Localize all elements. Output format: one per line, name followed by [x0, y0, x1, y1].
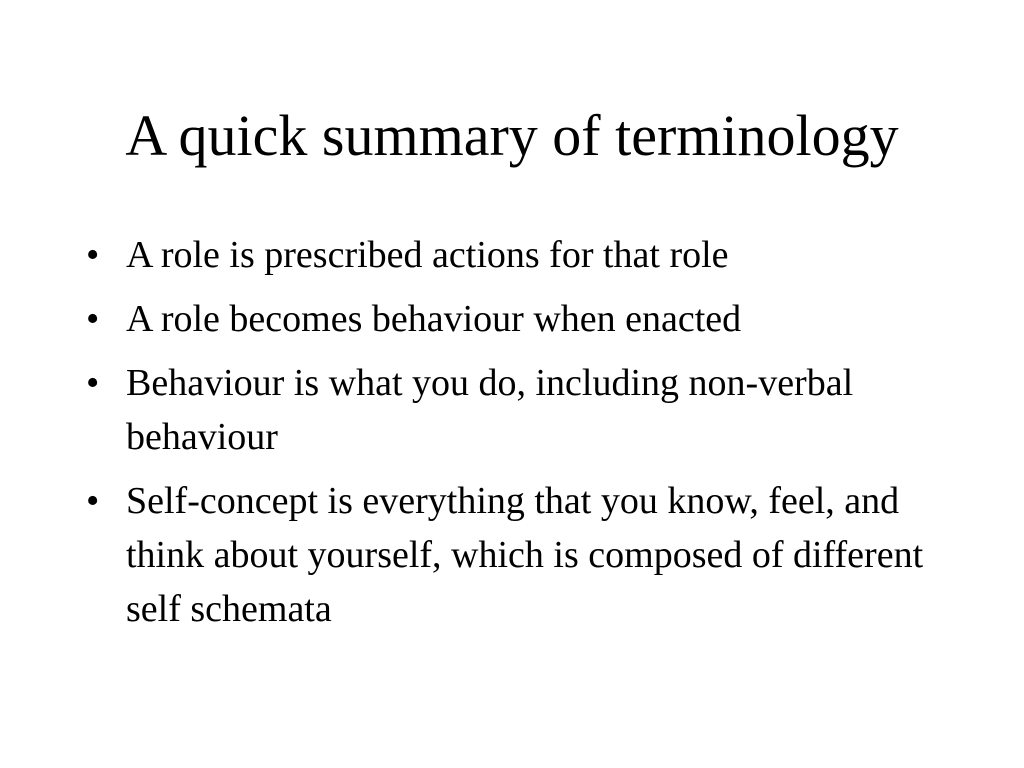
- slide-title: A quick summary of terminology: [125, 103, 899, 168]
- bullet-text: Behaviour is what you do, including non-verbal behaviour: [126, 362, 854, 458]
- bullet-icon: •: [86, 234, 100, 276]
- bullet-text: Self-concept is everything that you know, feel, and think about yourself, which is composed of different self schemata: [126, 480, 924, 630]
- bullet-item: [80, 292, 940, 346]
- bullet-icon: •: [86, 480, 100, 522]
- bullet-item: [80, 356, 940, 464]
- bullet-icon: •: [86, 298, 100, 340]
- bullet-text: A role is prescribed actions for that role: [126, 234, 729, 276]
- bullet-item: [80, 228, 940, 282]
- bullet-text: A role becomes behaviour when enacted: [126, 298, 742, 340]
- bullet-icon: •: [86, 362, 100, 404]
- bullet-list: [80, 228, 940, 646]
- bullet-item: [80, 474, 940, 636]
